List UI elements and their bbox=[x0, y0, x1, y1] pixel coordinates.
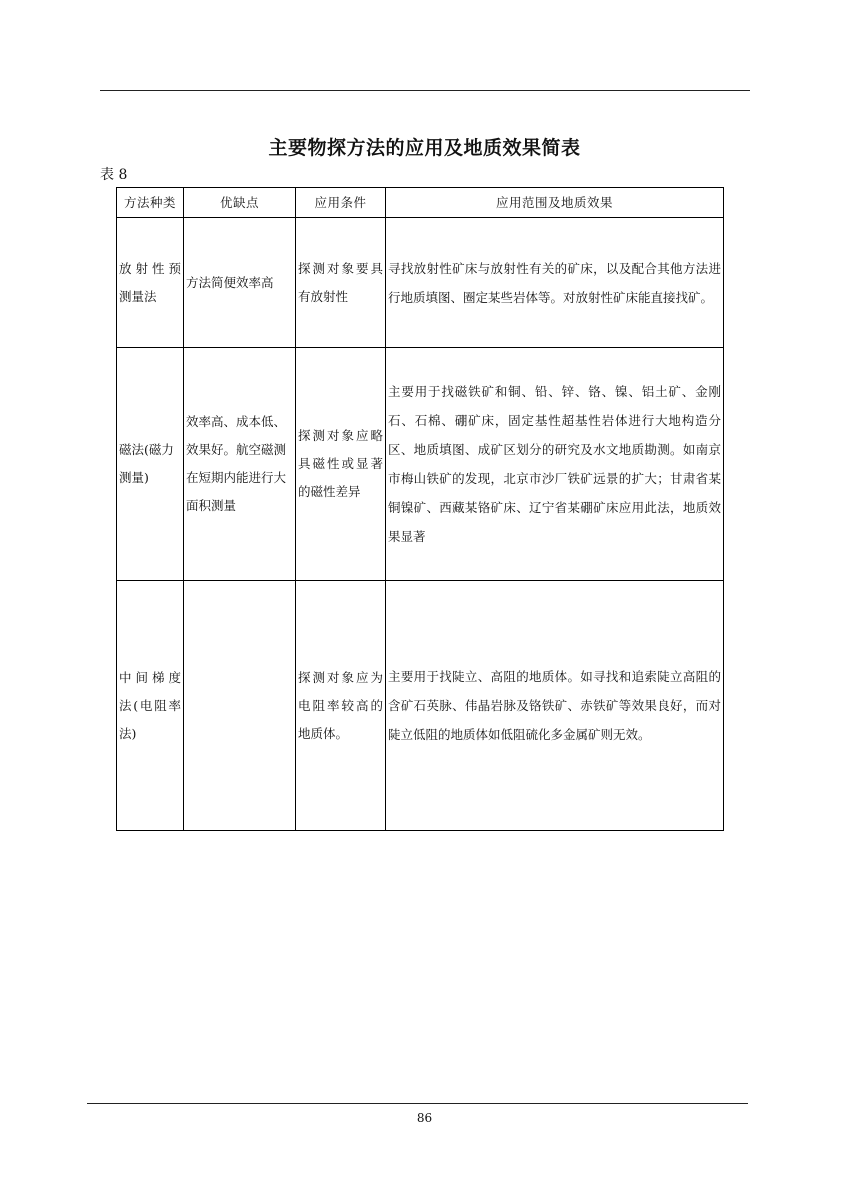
table-row bbox=[117, 348, 724, 581]
header-method: 方法种类 bbox=[117, 188, 184, 218]
cell-conditions: 探测对象要具有放射性 bbox=[296, 218, 386, 348]
header-conditions: 应用条件 bbox=[296, 188, 386, 218]
header-scope: 应用范围及地质效果 bbox=[386, 188, 724, 218]
table-row bbox=[117, 581, 724, 831]
geophysics-methods-table bbox=[116, 187, 724, 831]
cell-pros-cons: 效率高、成本低、效果好。航空磁测在短期内能进行大面积测量 bbox=[184, 348, 296, 581]
header-pros-cons: 优缺点 bbox=[184, 188, 296, 218]
table-row bbox=[117, 218, 724, 348]
page-number: 86 bbox=[416, 1111, 433, 1125]
page-title: 主要物探方法的应用及地质效果简表 bbox=[268, 137, 581, 159]
footer-rule bbox=[87, 1103, 748, 1104]
cell-pros-cons bbox=[184, 581, 296, 831]
table-label: 表 8 bbox=[100, 167, 128, 183]
cell-pros-cons: 方法简便效率高 bbox=[184, 218, 296, 348]
cell-method: 中间梯度法(电阻率法) bbox=[117, 581, 184, 831]
cell-scope: 主要用于找陡立、高阻的地质体。如寻找和追索陡立高阻的含矿石英脉、伟晶岩脉及铬铁矿、赤铁矿等效果良好，而对陡立低阻的地质体如低阻硫化多金属矿则无效。 bbox=[386, 581, 724, 831]
cell-scope: 寻找放射性矿床与放射性有关的矿床，以及配合其他方法进行地质填图、圈定某些岩体等。对放射性矿床能直接找矿。 bbox=[386, 218, 724, 348]
cell-scope: 主要用于找磁铁矿和铜、铅、锌、铬、镍、铝土矿、金刚石、石棉、硼矿床，固定基性超基性岩体进行大地构造分区、地质填图、成矿区划分的研究及水文地质勘测。如南京市梅山铁矿的发现，北京市沙厂铁矿远景的扩大；甘肃省某铜镍矿、西藏某铬矿床、辽宁省某硼矿床应用此法，地质效果显著 bbox=[386, 348, 724, 581]
header-rule bbox=[100, 90, 750, 91]
cell-conditions: 探测对象应为电阻率较高的地质体。 bbox=[296, 581, 386, 831]
cell-method: 放射性预测量法 bbox=[117, 218, 184, 348]
cell-conditions: 探测对象应略具磁性或显著的磁性差异 bbox=[296, 348, 386, 581]
cell-method: 磁法(磁力测量) bbox=[117, 348, 184, 581]
table-header-row bbox=[117, 188, 724, 218]
